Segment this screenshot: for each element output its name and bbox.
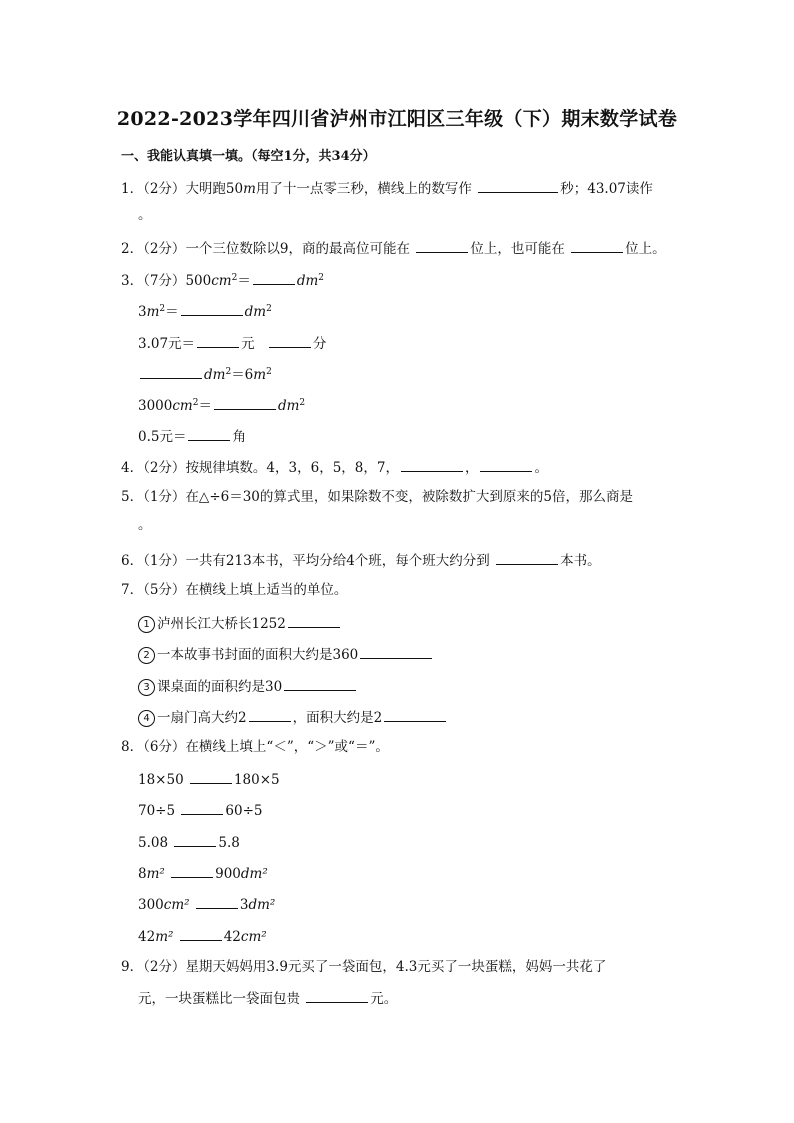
value: 300 (138, 897, 164, 913)
question-6 (121, 550, 601, 570)
unit: dm (204, 367, 226, 383)
value: 8 (138, 866, 147, 882)
superscript: 2 (318, 273, 325, 283)
answer-blank[interactable] (384, 707, 446, 722)
question-text: 星期天妈妈用3.9元买了一袋面包，4.3元买了一块蛋糕，妈妈一共花了 (185, 959, 607, 975)
unit: cm² (163, 897, 190, 913)
answer-blank[interactable] (284, 676, 356, 691)
circled-number: 2 (138, 647, 155, 664)
superscript: 2 (266, 304, 272, 314)
question-number: 8． (121, 739, 144, 755)
unit: dm² (248, 897, 276, 913)
question-8-row-6 (138, 926, 267, 946)
question-text: 用了十一点零三秒，横线上的数写作 (255, 181, 472, 197)
answer-blank[interactable] (269, 333, 311, 348)
section-heading: 一、我能认真填一填。（每空1分，共34分） (121, 149, 376, 164)
answer-blank[interactable] (171, 863, 213, 878)
question-number: 2． (121, 241, 144, 257)
value: 3 (138, 304, 147, 320)
question-text: 本书。 (560, 553, 601, 569)
unit: m (146, 304, 160, 320)
unit: cm (172, 398, 193, 414)
question-4 (121, 457, 548, 477)
question-points: （5分） (143, 582, 186, 598)
value: 42 (223, 929, 241, 945)
question-points: （2分） (143, 241, 186, 257)
question-9-cont (138, 988, 397, 1008)
question-text: 在△÷6＝30的算式里，如果除数不变，被除数扩大到原来的5倍，那么商是 (185, 489, 633, 505)
question-points: （2分） (143, 181, 186, 197)
question-points: （1分） (143, 553, 186, 569)
question-text: 在横线上填上适当的单位。 (185, 582, 348, 598)
question-points: （2分） (143, 460, 186, 476)
answer-blank[interactable] (196, 894, 238, 909)
unit: 元 (241, 336, 255, 352)
answer-blank[interactable] (190, 769, 232, 784)
question-text: 一共有213本书，平均分给4个班，每个班大约分到 (185, 553, 490, 569)
value: 500 (185, 273, 212, 289)
unit: 分 (312, 336, 327, 352)
question-text: 元。 (370, 991, 398, 1007)
unit: dm² (240, 866, 268, 882)
superscript: 2 (266, 367, 272, 377)
answer-blank[interactable] (496, 550, 558, 565)
question-text: 按规律填数。4，3，6，5，8，7， (185, 460, 399, 476)
answer-blank[interactable] (174, 832, 216, 847)
question-text: ，面积大约是2 (292, 710, 383, 726)
answer-blank[interactable] (140, 364, 202, 379)
question-8 (121, 738, 389, 756)
expression: 5.8 (218, 835, 240, 851)
question-5-cont (138, 516, 152, 534)
answer-blank[interactable] (306, 988, 368, 1003)
question-text: 位上，也可能在 (470, 241, 565, 257)
question-7 (121, 581, 347, 599)
unit: cm (211, 273, 232, 289)
value: 3000 (138, 398, 173, 414)
question-number: 4． (121, 460, 144, 476)
value: 3.07元＝ (138, 336, 196, 352)
answer-blank[interactable] (401, 457, 463, 472)
operator: ＝ (198, 398, 212, 414)
answer-blank[interactable] (180, 926, 222, 941)
question-3 (121, 270, 324, 290)
operator: ＝ (165, 304, 179, 320)
question-text: 位上。 (625, 241, 666, 257)
question-number: 6． (121, 553, 144, 569)
circled-number: 1 (138, 616, 155, 633)
question-8-row-3 (138, 832, 240, 852)
question-text: 课桌面的面积约是30 (157, 679, 283, 695)
answer-blank[interactable] (288, 613, 340, 628)
answer-blank[interactable] (253, 270, 295, 285)
question-text: 。 (138, 517, 152, 533)
question-8-row-5 (138, 894, 275, 914)
expression: 18×50 (138, 772, 184, 788)
question-text: 秒；43.07读作 (560, 181, 653, 197)
answer-blank[interactable] (478, 178, 558, 193)
question-text: 一个三位数除以9，商的最高位可能在 (185, 241, 411, 257)
expression: 70÷5 (138, 803, 176, 819)
question-text: ， (464, 460, 479, 476)
question-3-line-5 (138, 395, 305, 415)
question-text: 。 (138, 207, 152, 223)
question-points: （1分） (143, 489, 186, 505)
question-text: 泸州长江大桥长1252 (157, 616, 286, 632)
question-1 (121, 178, 653, 198)
question-number: 9． (121, 959, 144, 975)
question-number: 5． (121, 489, 144, 505)
answer-blank[interactable] (181, 800, 223, 815)
question-9 (121, 958, 606, 976)
expression: 5.08 (138, 835, 169, 851)
question-text: 大明跑50 (185, 181, 244, 197)
answer-blank[interactable] (416, 238, 468, 253)
question-points: （2分） (143, 959, 186, 975)
answer-blank[interactable] (480, 457, 532, 472)
superscript: 2 (231, 273, 238, 283)
circled-number: 3 (138, 679, 155, 696)
question-1-cont (138, 206, 152, 224)
question-points: （6分） (143, 739, 186, 755)
circled-number: 4 (138, 710, 155, 727)
question-8-row-2 (138, 800, 262, 820)
question-8-row-1 (138, 769, 280, 789)
question-3-line-2 (138, 301, 272, 321)
page-title: 2022-2023学年四川省泸州市江阳区三年级（下）期末数学试卷 (116, 108, 678, 130)
answer-blank[interactable] (188, 426, 230, 441)
answer-blank[interactable] (571, 238, 623, 253)
question-7-item-3 (138, 676, 358, 696)
expression: 60÷5 (225, 803, 263, 819)
question-3-line-3 (138, 333, 326, 353)
answer-blank[interactable] (181, 301, 243, 316)
superscript: 2 (192, 398, 199, 408)
question-8-row-4 (138, 863, 268, 883)
question-3-line-6 (138, 426, 246, 446)
unit: dm (244, 304, 267, 320)
value: 0.5元＝ (138, 429, 187, 445)
value: 900 (215, 866, 241, 882)
question-text: 元，一块蛋糕比一袋面包贵 (138, 991, 300, 1007)
question-points: （7分） (143, 273, 186, 289)
value: 42 (138, 929, 156, 945)
operator: ＝6 (231, 367, 254, 383)
question-text: 一扇门高大约2 (157, 710, 247, 726)
question-7-item-2 (138, 644, 434, 664)
answer-blank[interactable] (249, 707, 291, 722)
unit: dm (277, 398, 300, 414)
question-text: 。 (534, 460, 548, 476)
question-5 (121, 488, 633, 506)
unit: 角 (232, 429, 246, 445)
answer-blank[interactable] (197, 333, 239, 348)
answer-blank[interactable] (360, 644, 432, 659)
superscript: 2 (299, 398, 306, 408)
question-number: 3． (121, 273, 144, 289)
unit: cm² (240, 929, 267, 945)
question-text: 一本故事书封面的面积大约是360 (157, 647, 359, 663)
superscript: 2 (159, 304, 166, 314)
expression: 180×5 (233, 772, 280, 788)
answer-blank[interactable] (214, 395, 276, 410)
unit: dm (296, 273, 319, 289)
question-7-item-1 (138, 613, 342, 633)
unit: m² (146, 866, 165, 882)
question-7-item-4 (138, 707, 448, 727)
question-text: 在横线上填上“＜”，“＞”或“＝”。 (185, 739, 389, 755)
question-number: 7． (121, 582, 144, 598)
operator: ＝ (237, 273, 251, 289)
question-number: 1． (121, 181, 144, 197)
unit: m² (155, 929, 174, 945)
question-2 (121, 238, 666, 258)
value: 3 (239, 897, 249, 913)
superscript: 2 (225, 367, 232, 377)
unit: m (253, 367, 267, 383)
unit: m (243, 181, 256, 197)
question-3-line-4 (138, 364, 272, 384)
